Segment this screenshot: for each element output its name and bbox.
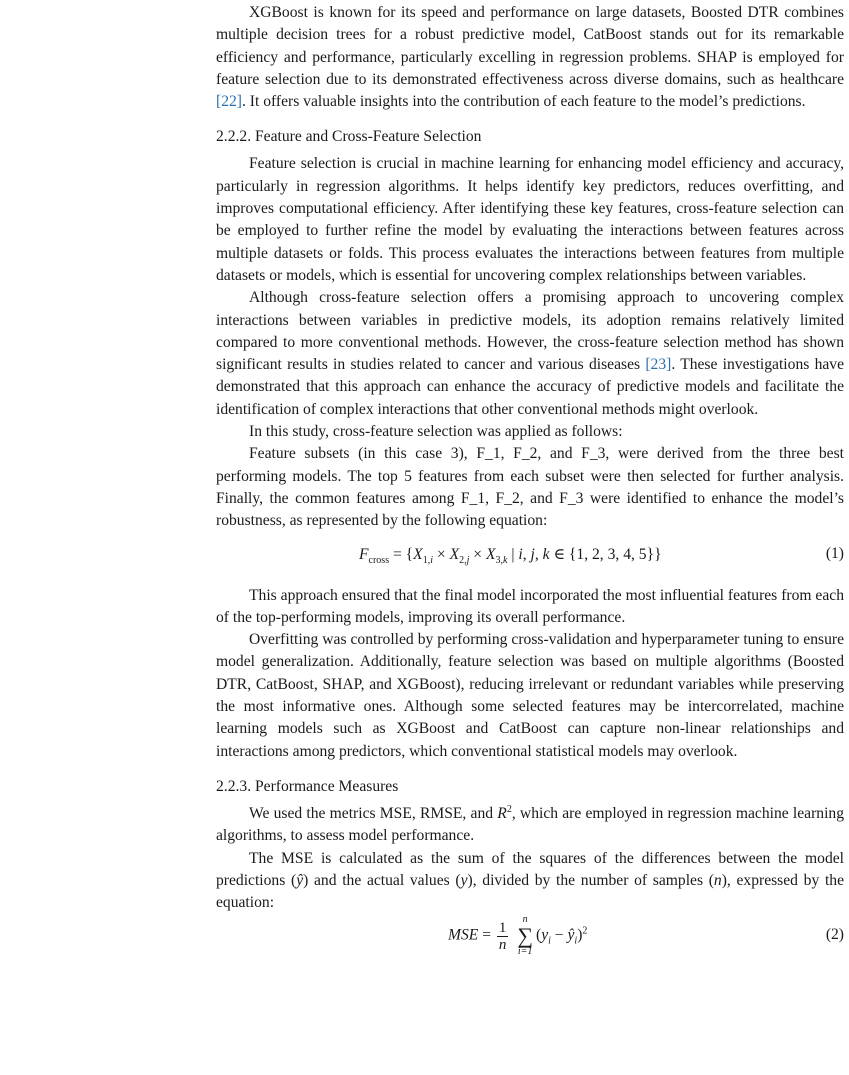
paragraph-models: XGBoost is known for its speed and performance on large datasets, Boosted DTR combines multiple decision trees for a robust predictive model, CatBoost stands out for its remarkable efficiency and performance, particularly excelling in regression problems. SHAP is employed for feature selection due to its demonstrated effectiveness across diverse domains, such as healthcare [22]. It offers valuable insights into the contribution of each feature to the model’s predictions.	[216, 4, 844, 111]
paragraph-feature-subsets: Feature subsets (in this case 3), F_1, F_2, and F_3, were derived from the three best performing models. The top 5 features from each subset were then selected for further analysis. Finally, the common features among F_1, F_2, and F_3 were identified to enhance the model’s robustness, as represented by the following equation:	[216, 445, 844, 530]
equation-number: (2)	[825, 926, 844, 944]
paragraph-overfitting: Overfitting was controlled by performing cross-validation and hyperparameter tuning to ensure model generalization. Additionally, feature selection was based on multiple algorithms (Boosted DTR, CatBoost, SHAP, and XGBoost), reducing irrelevant or redundant variables while preserving the most informative ones. Although some selected features may be intercorrelated, machine learning models such as XGBoost and CatBoost can capture non-linear relationships and interactions among predictors, which conventional statistical models may overlook.	[216, 631, 844, 760]
paragraph-cross-feature: Although cross-feature selection offers a promising approach to uncovering complex interactions between variables in predictive models, its adoption remains relatively limited compared to more conventional methods. However, the cross-feature selection method has shown significant results in studies related to cancer and various diseases [23]. These investigations have demonstrated that this approach can enhance the accuracy of predictive models and facilitate the identification of complex interactions that other conventional methods might overlook.	[216, 289, 845, 418]
citation-link[interactable]: [23]	[645, 356, 672, 374]
paragraph-applied: In this study, cross-feature selection was applied as follows:	[249, 423, 623, 441]
equation-2: MSE = $\frac{1}{n}$ n ∑ i=1 ($y_i$ − $ŷ_i)^2$ (2)	[448, 914, 844, 958]
paragraph-metrics: We used the metrics MSE, RMSE, and $R^2$, which are employed in regression machine learning algorithms, to assess model performance.	[216, 803, 844, 845]
paragraph-approach: This approach ensured that the final model incorporated the most influential features from each of the top-performing models, improving its overall performance.	[216, 586, 844, 626]
equation-1: $F_{cross} = \{X_{1,i} \times X_{2,j} \times X_{3,k}$ | i, j, k ∈ {1, 2, 3, 4, 5}} (1)	[359, 544, 844, 566]
paper-page	[216, 0, 844, 964]
paragraph-feature-selection: Feature selection is crucial in machine learning for enhancing model efficiency and accuracy, particularly in regression algorithms. It helps identify key predictors, reduces overfitting, and improves computational efficiency. After identifying these key features, cross-feature selection can be employed to further refine the model by evaluating the interactions between features across multiple datasets or folds. This process evaluates the interactions between features from multiple datasets or models, which is essential for uncovering complex relationships between variables.	[216, 155, 844, 284]
section-heading-2-2-2: 2.2.2. Feature and Cross-Feature Selection	[216, 128, 482, 146]
equation-number: (1)	[825, 544, 844, 562]
paragraph-mse: The MSE is calculated as the sum of the squares of the differences between the model predictions (ŷ) and the actual values (y), divided by the number of samples (n), expressed by the equation:	[216, 849, 844, 912]
citation-link[interactable]: [22]	[216, 93, 242, 111]
section-heading-2-2-3: 2.2.3. Performance Measures	[216, 777, 399, 795]
